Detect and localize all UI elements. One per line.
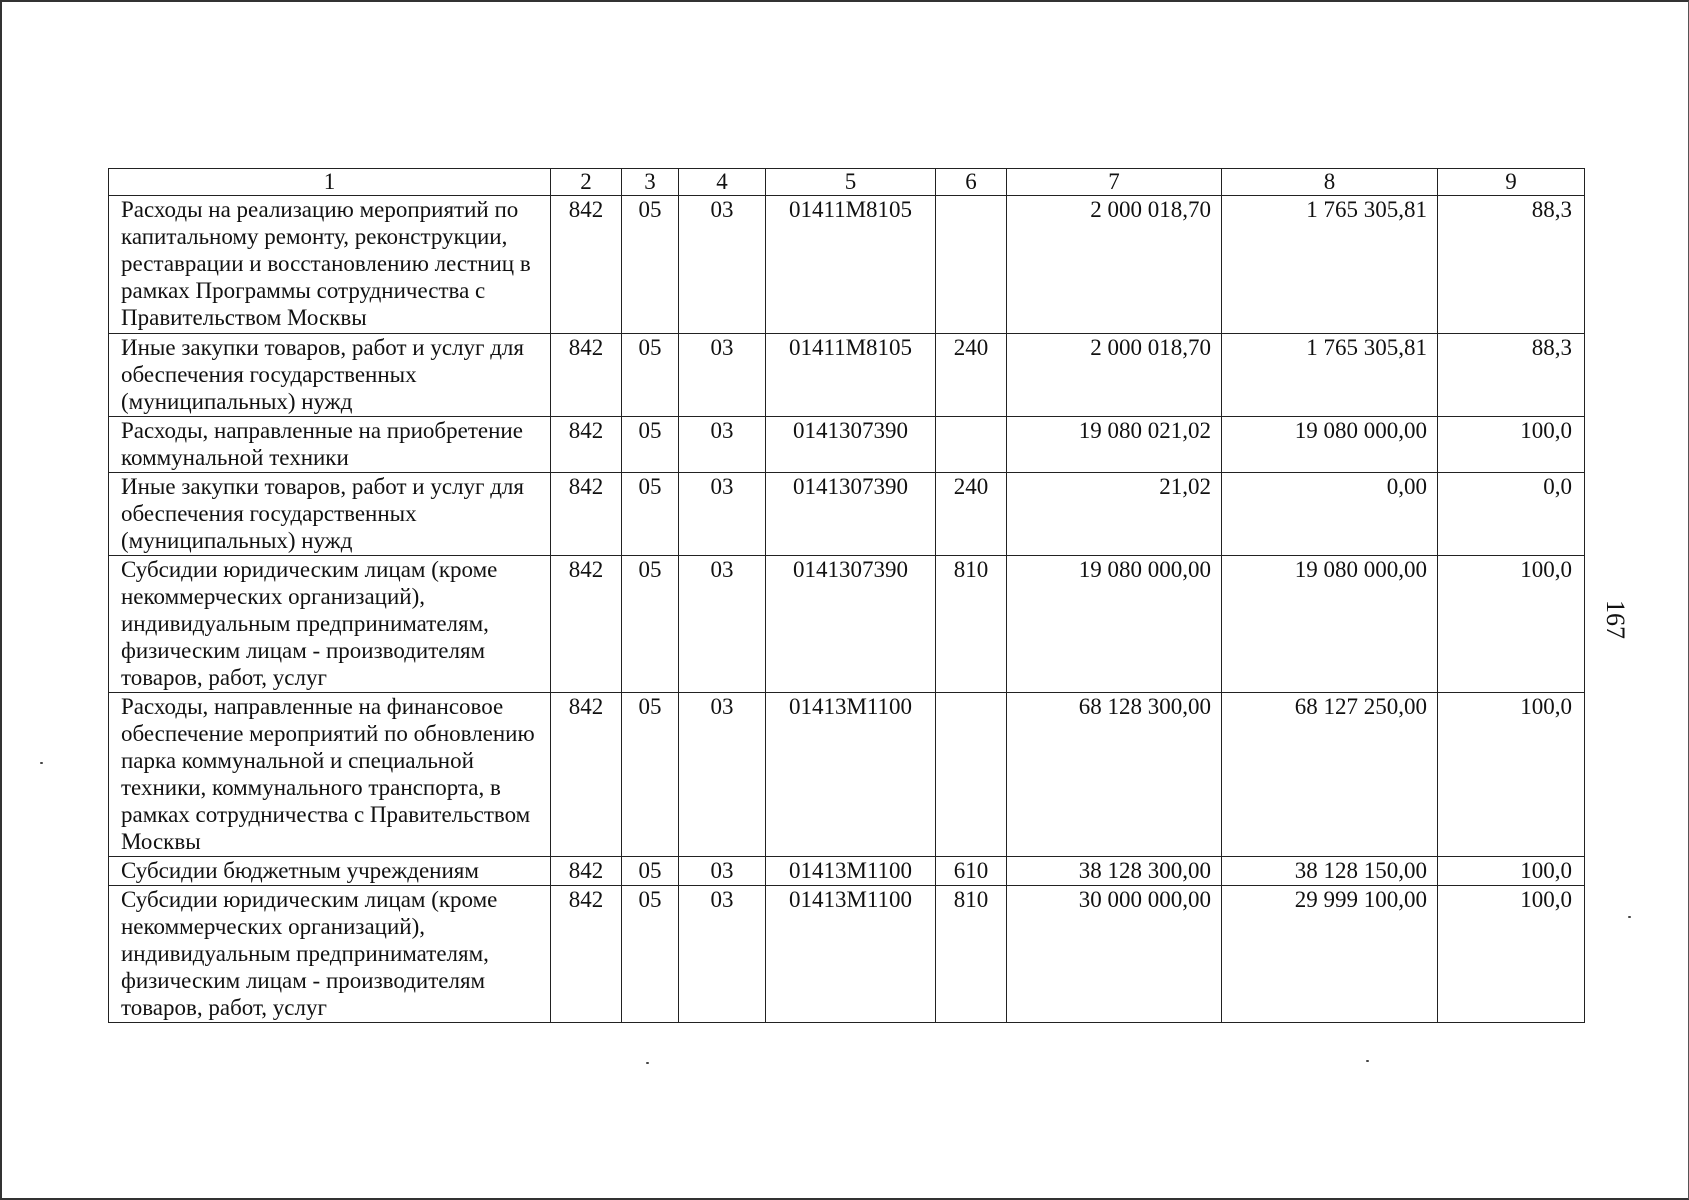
column-header: 9 [1438, 169, 1585, 196]
column-header: 8 [1222, 169, 1438, 196]
cell-department-code: 842 [551, 196, 622, 334]
cell-actual-amount: 38 128 150,00 [1222, 857, 1438, 886]
cell-department-code: 842 [551, 417, 622, 473]
cell-expense-type: 240 [936, 334, 1007, 417]
cell-subsection: 03 [679, 693, 766, 857]
cell-planned-amount: 19 080 021,02 [1007, 417, 1222, 473]
row-description: Расходы, направленные на приобретение коммунальной техники [109, 417, 551, 473]
cell-planned-amount: 38 128 300,00 [1007, 857, 1222, 886]
column-header: 2 [551, 169, 622, 196]
cell-section: 05 [622, 417, 679, 473]
cell-expense-type [936, 196, 1007, 334]
row-description: Субсидии юридическим лицам (кроме некоммерческих организаций), индивидуальным предпринимателям, физическим лицам - производителям товаров, работ, услуг [109, 556, 551, 693]
cell-section: 05 [622, 857, 679, 886]
table-row [109, 473, 1585, 556]
table-row [109, 417, 1585, 473]
column-header: 1 [109, 169, 551, 196]
cell-department-code: 842 [551, 473, 622, 556]
cell-section: 05 [622, 886, 679, 1023]
cell-planned-amount: 2 000 018,70 [1007, 334, 1222, 417]
cell-planned-amount: 68 128 300,00 [1007, 693, 1222, 857]
cell-subsection: 03 [679, 886, 766, 1023]
cell-planned-amount: 2 000 018,70 [1007, 196, 1222, 334]
row-description: Расходы, направленные на финансовое обеспечение мероприятий по обновлению парка коммунальной и специальной техники, коммунального транспорта, в рамках сотрудничества с Правительством Москвы [109, 693, 551, 857]
page-number: 167 [1601, 600, 1630, 639]
cell-department-code: 842 [551, 556, 622, 693]
cell-subsection: 03 [679, 417, 766, 473]
cell-section: 05 [622, 473, 679, 556]
column-header: 5 [766, 169, 936, 196]
table-row [109, 334, 1585, 417]
cell-planned-amount: 30 000 000,00 [1007, 886, 1222, 1023]
cell-actual-amount: 1 765 305,81 [1222, 334, 1438, 417]
scan-speck [40, 762, 43, 764]
cell-target-article: 0141307390 [766, 556, 936, 693]
cell-planned-amount: 21,02 [1007, 473, 1222, 556]
cell-target-article: 01411M8105 [766, 196, 936, 334]
cell-expense-type: 810 [936, 556, 1007, 693]
cell-subsection: 03 [679, 334, 766, 417]
row-description: Иные закупки товаров, работ и услуг для обеспечения государственных (муниципальных) нужд [109, 334, 551, 417]
cell-target-article: 01413M1100 [766, 693, 936, 857]
cell-actual-amount: 1 765 305,81 [1222, 196, 1438, 334]
column-header: 4 [679, 169, 766, 196]
cell-percent: 88,3 [1438, 196, 1585, 334]
cell-actual-amount: 19 080 000,00 [1222, 417, 1438, 473]
cell-percent: 100,0 [1438, 857, 1585, 886]
cell-target-article: 0141307390 [766, 417, 936, 473]
table-row [109, 857, 1585, 886]
cell-target-article: 01411M8105 [766, 334, 936, 417]
cell-actual-amount: 19 080 000,00 [1222, 556, 1438, 693]
table-row [109, 556, 1585, 693]
cell-department-code: 842 [551, 693, 622, 857]
row-description: Субсидии бюджетным учреждениям [109, 857, 551, 886]
cell-expense-type: 610 [936, 857, 1007, 886]
cell-percent: 100,0 [1438, 693, 1585, 857]
table-row [109, 693, 1585, 857]
cell-target-article: 01413M1100 [766, 857, 936, 886]
cell-actual-amount: 0,00 [1222, 473, 1438, 556]
cell-planned-amount: 19 080 000,00 [1007, 556, 1222, 693]
scan-speck [646, 1062, 649, 1064]
table-row [109, 886, 1585, 1023]
cell-expense-type: 810 [936, 886, 1007, 1023]
cell-department-code: 842 [551, 886, 622, 1023]
table-row [109, 196, 1585, 334]
column-header: 7 [1007, 169, 1222, 196]
cell-target-article: 01413M1100 [766, 886, 936, 1023]
cell-section: 05 [622, 196, 679, 334]
cell-expense-type [936, 417, 1007, 473]
column-header: 6 [936, 169, 1007, 196]
column-header: 3 [622, 169, 679, 196]
cell-section: 05 [622, 693, 679, 857]
cell-percent: 100,0 [1438, 417, 1585, 473]
header-row [109, 169, 1585, 196]
row-description: Иные закупки товаров, работ и услуг для обеспечения государственных (муниципальных) нужд [109, 473, 551, 556]
cell-subsection: 03 [679, 556, 766, 693]
cell-actual-amount: 29 999 100,00 [1222, 886, 1438, 1023]
row-description: Расходы на реализацию мероприятий по капитальному ремонту, реконструкции, реставрации и восстановлению лестниц в рамках Программы сотрудничества с Правительством Москвы [109, 196, 551, 334]
cell-percent: 0,0 [1438, 473, 1585, 556]
scan-speck [1628, 916, 1631, 918]
cell-department-code: 842 [551, 857, 622, 886]
cell-expense-type [936, 693, 1007, 857]
cell-percent: 100,0 [1438, 886, 1585, 1023]
cell-subsection: 03 [679, 473, 766, 556]
cell-subsection: 03 [679, 196, 766, 334]
scan-speck [1366, 1060, 1369, 1062]
cell-department-code: 842 [551, 334, 622, 417]
cell-section: 05 [622, 556, 679, 693]
cell-percent: 100,0 [1438, 556, 1585, 693]
row-description: Субсидии юридическим лицам (кроме некоммерческих организаций), индивидуальным предпринимателям, физическим лицам - производителям товаров, работ, услуг [109, 886, 551, 1023]
cell-target-article: 0141307390 [766, 473, 936, 556]
budget-table [108, 168, 1585, 1023]
cell-subsection: 03 [679, 857, 766, 886]
cell-actual-amount: 68 127 250,00 [1222, 693, 1438, 857]
cell-expense-type: 240 [936, 473, 1007, 556]
cell-section: 05 [622, 334, 679, 417]
cell-percent: 88,3 [1438, 334, 1585, 417]
